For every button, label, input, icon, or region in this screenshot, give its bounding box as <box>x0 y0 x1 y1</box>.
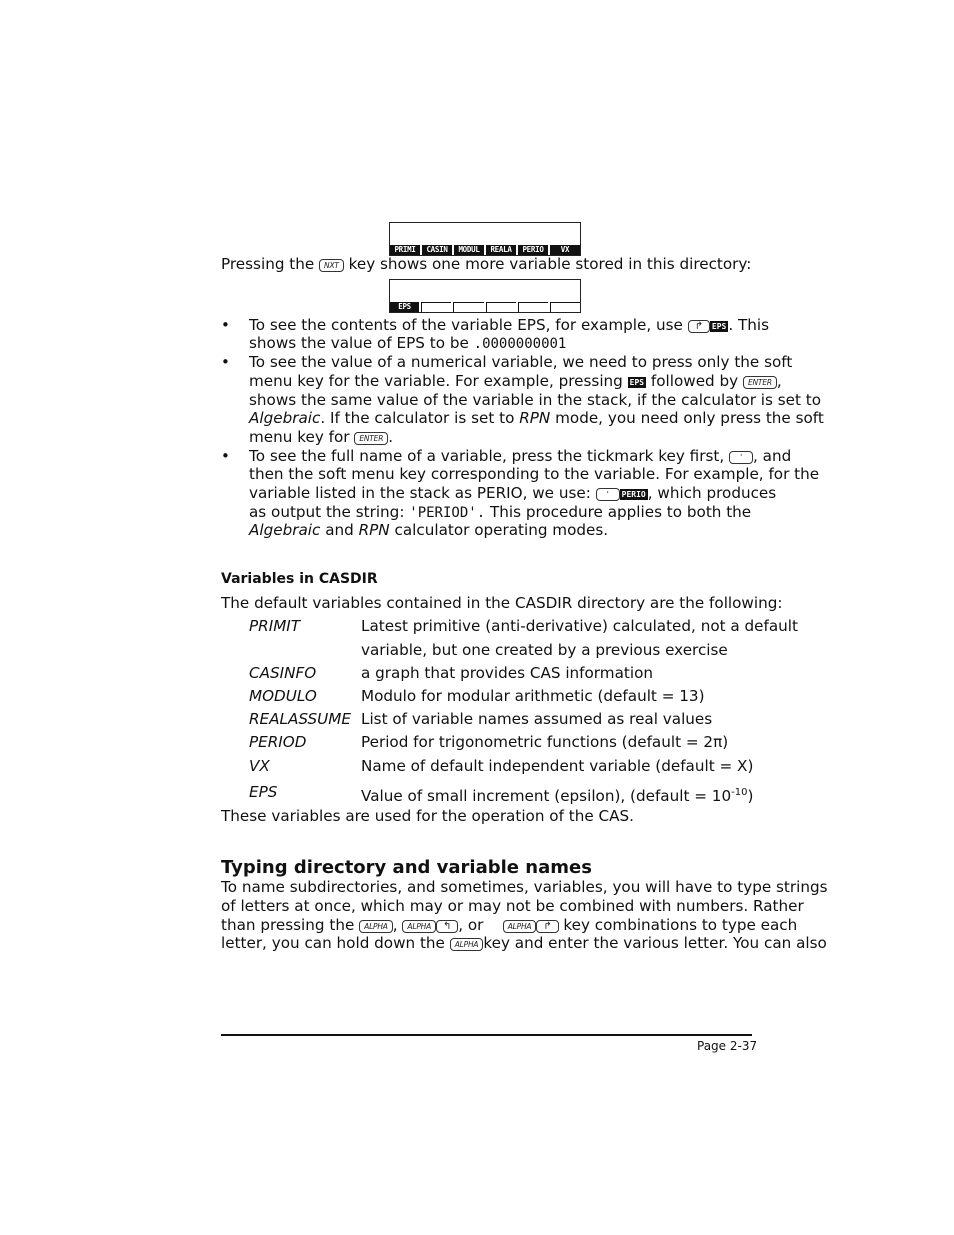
bullet-2-line-5: menu key for ENTER . <box>249 428 394 446</box>
alpha-key-icon: ALPHA <box>402 920 436 933</box>
enter-key-icon: ENTER <box>354 432 388 445</box>
right-shift-key-icon: ↱ <box>536 920 558 933</box>
var-desc-realassume: List of variable names assumed as real values <box>361 710 713 728</box>
bullet-3-line-5: Algebraic and RPN calculator operating modes. <box>249 521 609 539</box>
bullet-3-line-4: as output the string: 'PERIOD'. This procedure applies to both the <box>249 503 752 521</box>
nxt-key-icon: NXT <box>319 259 344 272</box>
var-desc-casinfo: a graph that provides CAS information <box>361 664 653 682</box>
soft-menu-empty <box>518 302 548 312</box>
var-desc-primit: Latest primitive (anti-derivative) calculated, not a default <box>361 617 798 635</box>
tickmark-key-icon: ' <box>729 451 753 464</box>
soft-menu-modulo: MODUL <box>454 245 484 255</box>
section-heading-typing: Typing directory and variable names <box>221 857 592 878</box>
eps-softkey-icon: EPS <box>711 322 727 331</box>
alpha-key-icon: ALPHA <box>359 920 393 933</box>
footer-rule <box>221 1034 752 1036</box>
para-nxt-after: key shows one more variable stored in this directory: <box>348 255 752 273</box>
bullet-1-line-1: To see the contents of the variable EPS, for example, use ↱ EPS . This <box>249 316 770 334</box>
soft-menu-empty <box>550 302 580 312</box>
calculator-screen-1 <box>389 222 581 256</box>
bullet-3-line-2: then the soft menu key corresponding to the variable. For example, for the <box>249 465 820 483</box>
soft-menu-period: PERIO <box>518 245 548 255</box>
var-name-casinfo: CASINFO <box>249 664 317 682</box>
var-desc-eps: Value of small increment (epsilon), (default = $10^{-10}$) <box>361 787 754 806</box>
bullet-2-line-3: shows the same value of the variable in the stack, if the calculator is set to <box>249 391 822 409</box>
typing-line-2: of letters at once, which may or may not be combined with numbers. Rather <box>221 897 804 915</box>
soft-menu-casinfo: CASIN <box>422 245 452 255</box>
eps-value: .0000000001 <box>473 336 567 352</box>
bullet-2-line-2: menu key for the variable. For example, pressing EPS followed by ENTER , <box>249 372 782 390</box>
var-name-modulo: MODULO <box>249 687 317 705</box>
alpha-key-icon: ALPHA <box>503 920 537 933</box>
var-name-eps: EPS <box>249 783 278 801</box>
var-desc-vx: Name of default independent variable (default = X) <box>361 757 754 775</box>
eps-softkey-icon: EPS <box>629 378 645 387</box>
bullet-2-line-4: Algebraic. If the calculator is set to RPN mode, you need only press the soft <box>249 409 824 427</box>
casdir-outro: These variables are used for the operation of the CAS. <box>221 807 634 825</box>
typing-line-1: To name subdirectories, and sometimes, variables, you will have to type strings <box>221 878 828 896</box>
page-number: Page 2-37 <box>697 1039 758 1053</box>
bullet-dot: • <box>221 353 230 371</box>
soft-menu-vx: VX <box>550 245 580 255</box>
bullet-3-line-1: To see the full name of a variable, press the tickmark key first, ' , and <box>249 447 792 465</box>
bullet-1-line-2: shows the value of EPS to be .0000000001 <box>249 334 567 352</box>
var-desc-period: Period for trigonometric functions (default = 2π) <box>361 733 729 751</box>
soft-menu-row <box>390 245 580 255</box>
var-desc-modulo: Modulo for modular arithmetic (default = 13) <box>361 687 705 705</box>
soft-menu-empty <box>453 302 483 312</box>
para-nxt <box>221 255 751 274</box>
section-heading-casdir: Variables in CASDIR <box>221 571 378 587</box>
para-nxt-before: Pressing the <box>221 255 315 273</box>
var-desc-primit-2: variable, but one created by a previous exercise <box>361 641 728 659</box>
var-name-vx: VX <box>249 757 270 775</box>
period-string: 'PERIOD'. <box>409 505 486 521</box>
enter-key-icon: ENTER <box>743 376 777 389</box>
typing-line-4: letter, you can hold down the ALPHA key and enter the various letter. You can also <box>221 934 827 952</box>
bullet-dot: • <box>221 447 230 465</box>
alpha-key-icon: ALPHA <box>450 938 484 951</box>
soft-menu-eps: EPS <box>390 302 419 312</box>
left-shift-key-icon: ↰ <box>436 920 458 933</box>
soft-menu-empty <box>486 302 516 312</box>
tickmark-key-icon: ' <box>596 488 620 501</box>
var-name-period: PERIOD <box>249 733 307 751</box>
soft-menu-row-2 <box>390 302 580 312</box>
var-name-realassume: REALASSUME <box>249 710 351 728</box>
soft-menu-realassume: REALA <box>486 245 516 255</box>
typing-line-3: than pressing the ALPHA , ALPHA ↰ , or ALPHA ↱ key combinations to type each <box>221 916 798 934</box>
perio-softkey-icon: PERIO <box>621 490 646 499</box>
right-shift-key-icon: ↱ <box>688 320 710 333</box>
bullet-3-line-3: variable listed in the stack as PERIO, we use: ' PERIO , which produces <box>249 484 777 502</box>
var-name-primit: PRIMIT <box>249 617 301 635</box>
bullet-2-line-1: To see the value of a numerical variable, we need to press only the soft <box>249 353 793 371</box>
casdir-intro: The default variables contained in the CASDIR directory are the following: <box>221 594 783 612</box>
soft-menu-primit: PRIMI <box>390 245 420 255</box>
bullet-dot: • <box>221 316 230 334</box>
soft-menu-empty <box>421 302 451 312</box>
calculator-screen-2 <box>389 279 581 313</box>
